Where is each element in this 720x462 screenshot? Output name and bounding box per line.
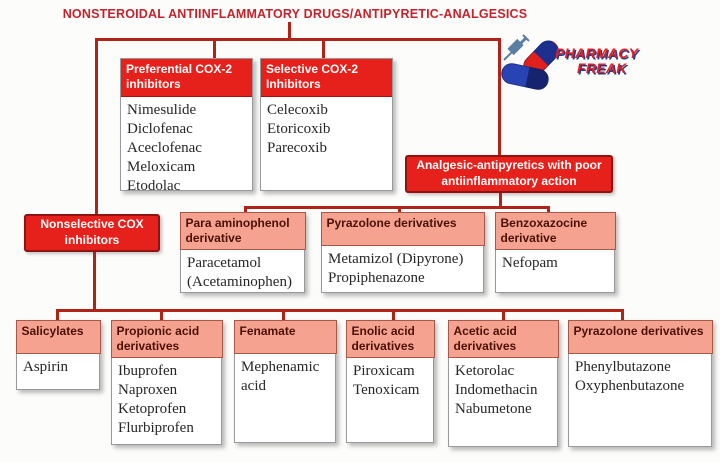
connector-line [213,38,216,59]
connector-line [93,251,96,311]
connector-line [322,38,325,59]
drug-item: Ibuprofen [118,363,178,380]
box-header: Propionic acid derivatives [111,320,223,359]
drug-item: Aceclofenac [127,139,202,156]
drug-item: Paracetamol [187,255,262,272]
drug-item: Etoricoxib [267,120,331,137]
drug-item: Parecoxib [267,139,327,156]
drug-item: Naproxen [118,382,178,399]
drug-item: Propiphenazone [328,269,425,286]
pharmacy-freak-logo [498,36,668,100]
drug-item: Mephenamic acid [241,358,320,394]
drug-item: Nefopam [502,255,558,272]
box-fenamate [234,320,336,443]
node-nonselective-cox: Nonselective COX inhibitors [24,214,160,252]
node-analgesic-antipyretics: Analgesic-antipyretics with poor antiinflammatory action [405,155,613,193]
drug-item: Nabumetone [455,401,532,418]
logo-text [555,46,638,75]
box-header: Pyrazolone derivatives [568,320,713,354]
box-selective-cox2 [260,58,393,191]
box-acetic-acid [448,320,558,447]
drug-item: Piroxicam [353,363,415,380]
box-pyrazolone-mid [321,212,484,293]
drug-item: Diclofenac [127,120,193,137]
drug-item: Phenylbutazone [575,358,671,375]
box-header: Pyrazolone derivatives [321,212,485,246]
box-header: Enolic acid derivatives [346,320,435,359]
drug-item: Indomethacin [455,382,538,399]
drug-item: Nimesulide [127,101,197,118]
drug-item: (Acetaminophen) [187,274,292,291]
drug-item: Ketoprofen [118,401,187,418]
diagram-title: NONSTEROIDAL ANTIINFLAMMATORY DRUGS/ANTIPYRETIC-ANALGESICS [62,7,528,21]
drug-item: Meloxicam [127,158,196,175]
drug-item: Ketorolac [455,363,515,380]
box-benzoxazocine [495,212,615,293]
box-header: Selective COX-2 Inhibitors [261,59,392,97]
drug-item: Metamizol (Dipyrone) [328,250,464,267]
box-pyrazolone-bottom [568,320,712,447]
box-header: Preferential COX-2 inhibitors [121,59,252,97]
box-propionic-acid [111,320,222,445]
drug-item: Tenoxicam [353,382,420,399]
connector-line [56,309,624,312]
box-header: Benzoxazocine derivative [495,212,616,251]
drug-item: Celecoxib [267,101,328,118]
box-header: Salicylates [16,320,101,354]
drug-item: Aspirin [23,358,68,375]
drug-item: Oxyphenbutazone [575,377,685,394]
connector-line [288,22,291,39]
drug-item: Flurbiprofen [118,420,194,437]
box-para-aminophenol [180,212,305,293]
box-salicylates [16,320,100,390]
logo-line1: PHARMACY [555,45,639,61]
drug-item: Etodolac [127,177,181,194]
connector-line [244,206,550,209]
box-header: Para aminophenol derivative [180,212,306,251]
logo-line2: FREAK [577,59,627,76]
box-header: Fenamate [234,320,337,354]
box-preferential-cox2 [120,58,253,194]
box-header: Acetic acid derivatives [448,320,559,359]
box-enolic-acid [346,320,434,443]
connector-line [95,38,98,215]
connector-line [95,38,501,41]
